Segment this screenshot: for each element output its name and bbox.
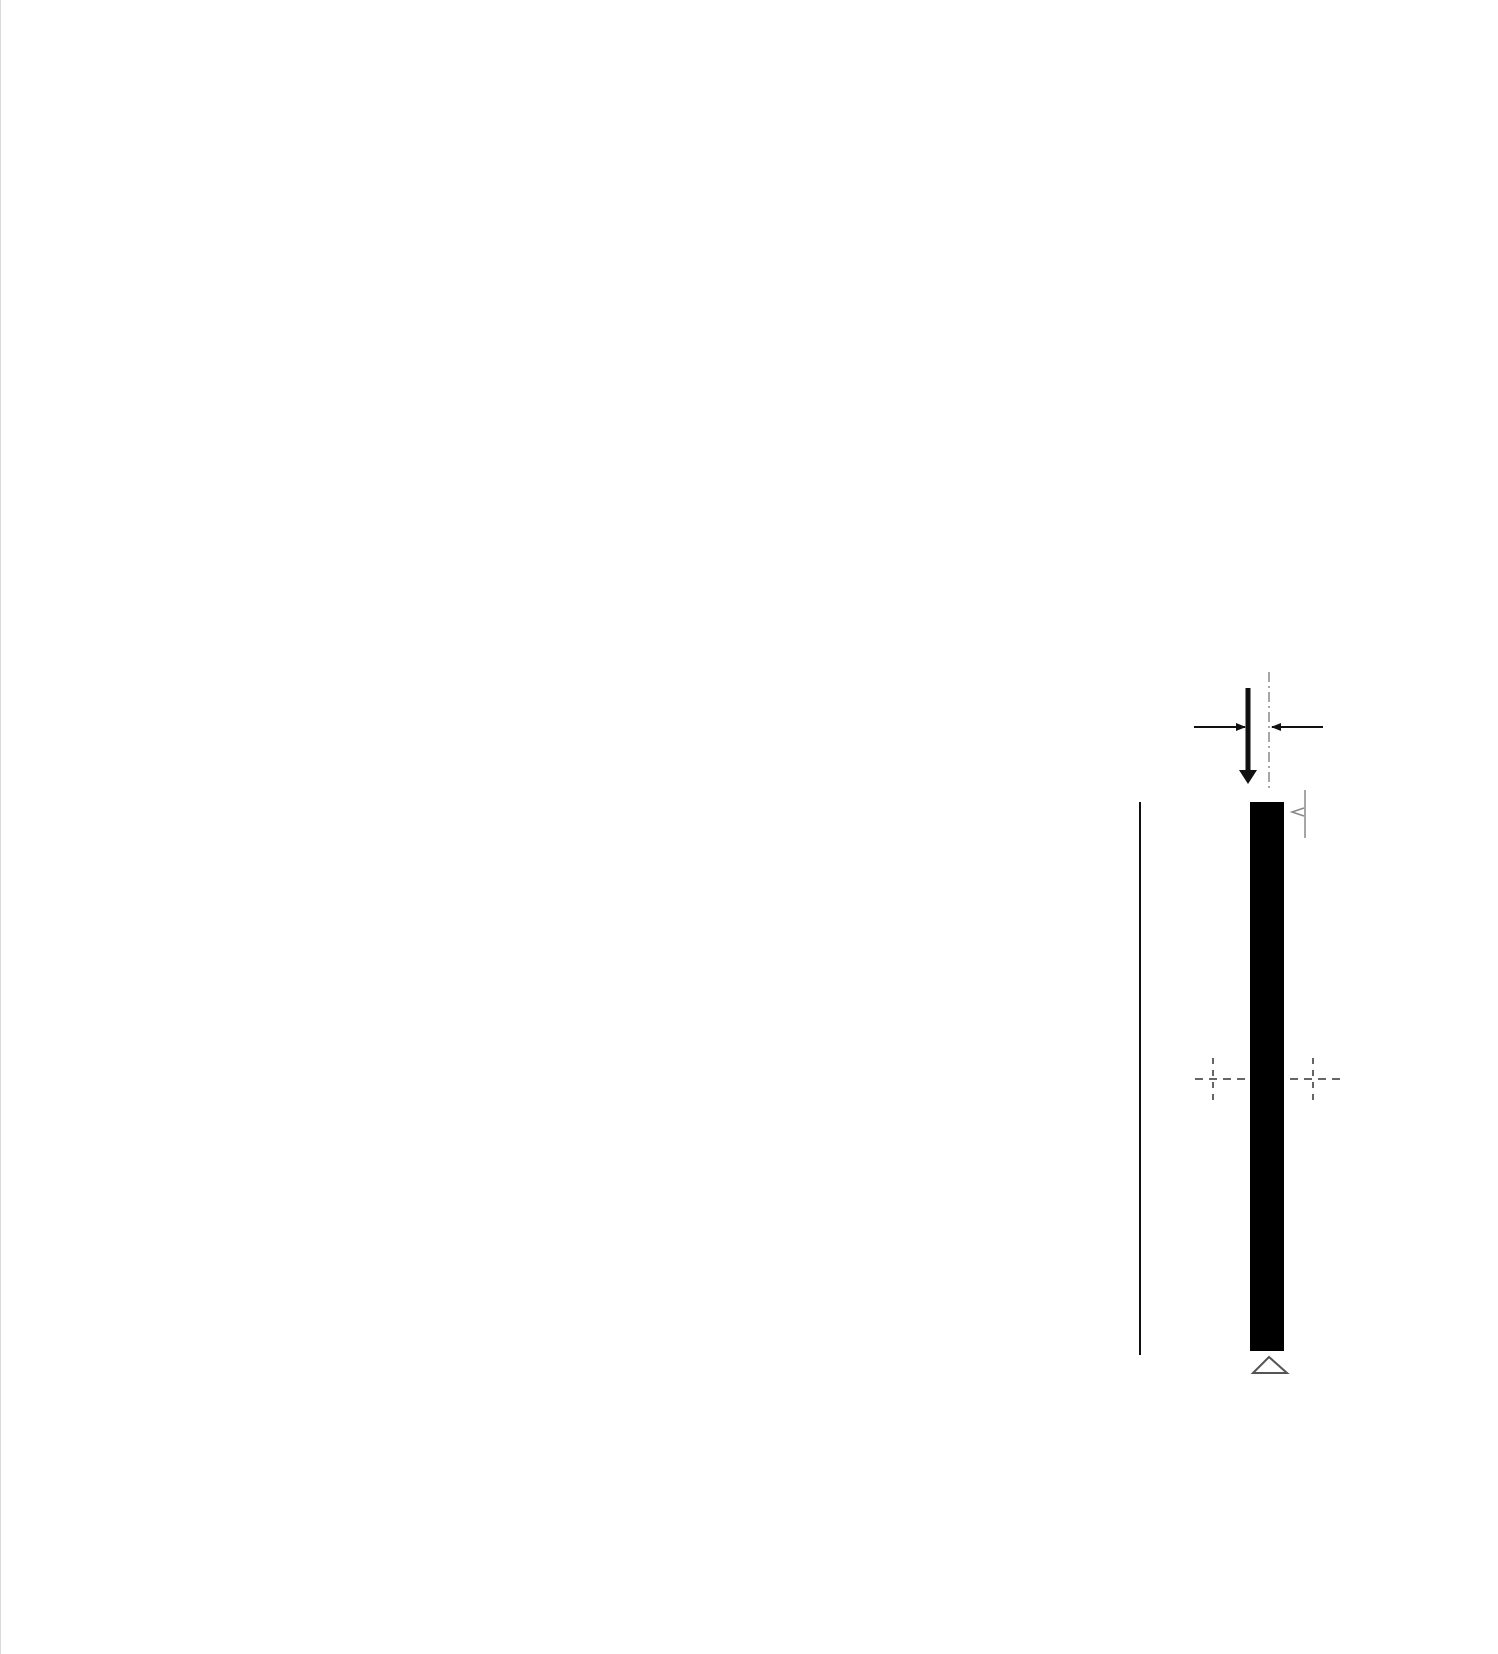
masonry-wall (1250, 802, 1284, 1351)
bottom-support-icon (1253, 1357, 1287, 1373)
load-p-arrowhead (1239, 770, 1257, 784)
top-support-icon (1292, 808, 1304, 816)
